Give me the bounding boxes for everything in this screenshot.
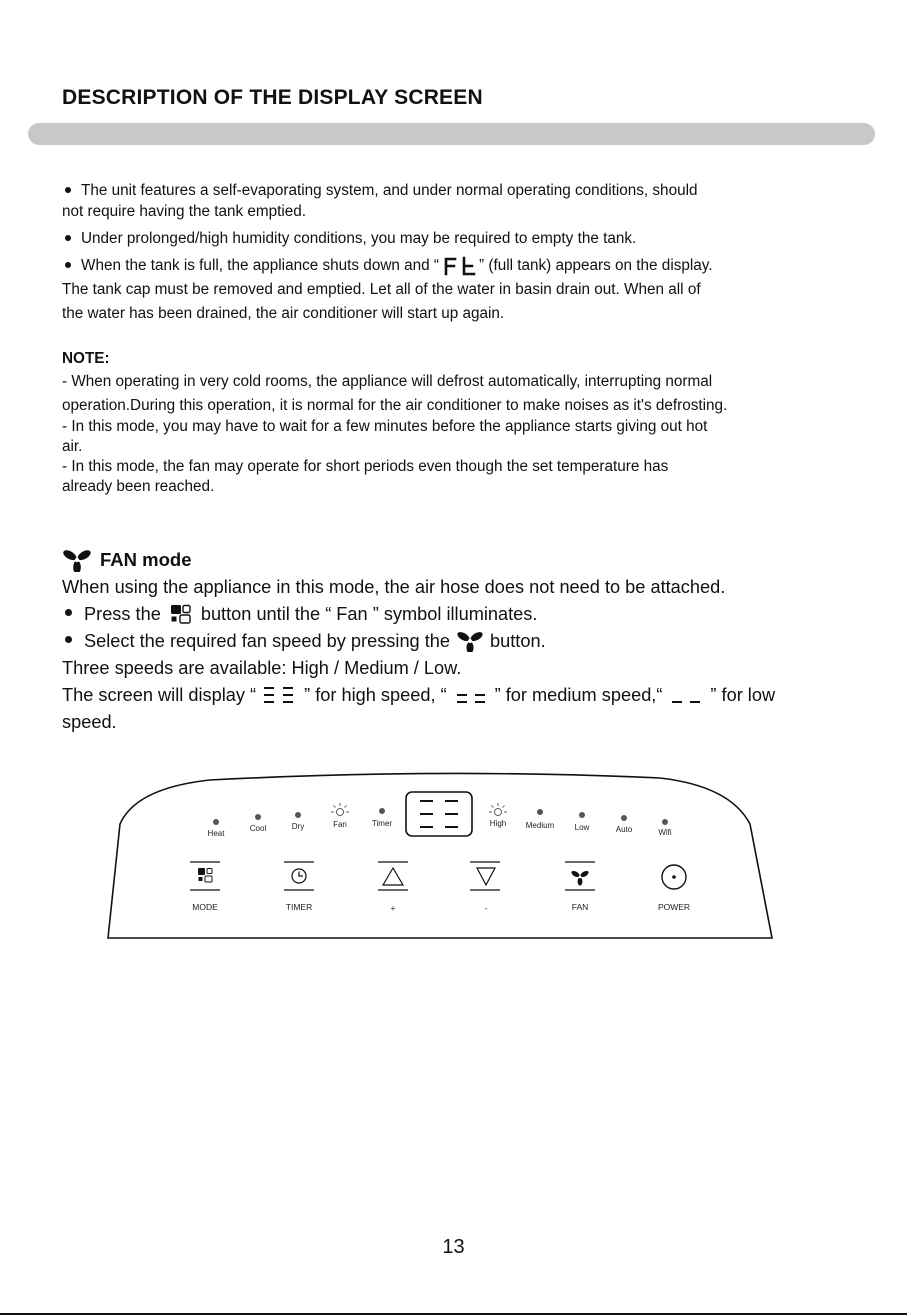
triangle-up-icon — [383, 868, 403, 885]
bullet-dot — [65, 636, 72, 643]
indicator-dry — [292, 812, 304, 831]
fan-icon — [570, 870, 589, 886]
indicator-low — [575, 812, 590, 832]
low-speed-display-icon — [666, 684, 706, 706]
indicator-heat — [208, 819, 226, 838]
fan-bullet-1: Press the button until the “ Fan ” symbol illuminates. — [62, 601, 537, 627]
indicator-medium — [526, 809, 555, 830]
panel-outline — [108, 773, 772, 938]
triangle-down-icon — [477, 868, 495, 885]
indicator-auto — [616, 815, 633, 834]
note-heading: NOTE: — [62, 350, 110, 367]
fan-button[interactable] — [565, 862, 595, 912]
fan-line-4: Three speeds are available: High / Medium / Low. — [62, 658, 462, 678]
svg-text:Auto: Auto — [615, 825, 633, 834]
fan-mode-heading: FAN mode — [62, 548, 191, 572]
tank-bullet-1: The unit features a self-evaporating system, and under normal operating conditions, should — [62, 180, 697, 201]
indicator-wifi — [658, 819, 672, 837]
svg-text:Wifi: Wifi — [658, 828, 672, 837]
svg-text:Medium: Medium — [525, 821, 555, 830]
display-window — [406, 792, 472, 836]
clock-icon — [292, 869, 306, 883]
note-line-3: - In this mode, you may have to wait for a few minutes before the appliance starts giving out hot — [62, 418, 708, 435]
note-line-5: - In this mode, the fan may operate for short periods even though the set temperature has — [62, 458, 669, 475]
fan-line-1: When using the appliance in this mode, the air hose does not need to be attached. — [62, 577, 726, 597]
fan-line-5: The screen will display “ ” for high speed, “ ” for medium speed,“ ” for low — [62, 685, 776, 705]
ft-display-icon — [441, 256, 477, 276]
tank-bullet-3-cont-1: The tank cap must be removed and emptied. Let all of the water in basin drain out. When all of — [62, 281, 701, 298]
svg-text:+: + — [390, 903, 396, 913]
bullet-dot — [65, 609, 72, 616]
minus-button[interactable] — [470, 862, 500, 913]
timer-button[interactable] — [284, 862, 314, 912]
tank-bullet-3-cont-2: the water has been drained, the air conditioner will start up again. — [62, 305, 505, 322]
svg-text:-: - — [484, 903, 488, 913]
bullet-dot — [65, 262, 71, 268]
fan-icon — [62, 548, 92, 572]
tank-bullet-2: Under prolonged/high humidity conditions, you may be required to empty the tank. — [62, 228, 636, 249]
svg-text:High: High — [489, 819, 507, 828]
indicator-high — [489, 803, 507, 828]
high-speed-display-icon — [260, 684, 300, 706]
note-line-1: - When operating in very cold rooms, the appliance will defrost automatically, interrupting normal — [62, 373, 713, 390]
svg-text:Fan: Fan — [333, 820, 347, 829]
svg-text:Cool: Cool — [249, 824, 267, 833]
svg-text:Heat: Heat — [207, 829, 225, 838]
page-title: DESCRIPTION OF THE DISPLAY SCREEN — [62, 86, 483, 109]
indicator-timer — [372, 808, 392, 828]
fan-line-6: speed. — [62, 712, 117, 732]
medium-speed-display-icon — [451, 684, 491, 706]
note-line-2: operation.During this operation, it is normal for the air conditioner to make noises as it's defrosting. — [62, 397, 728, 414]
svg-text:Timer: Timer — [371, 819, 393, 828]
title-divider-bar — [28, 123, 875, 145]
svg-text:Low: Low — [574, 823, 590, 832]
note-line-6: already been reached. — [62, 478, 215, 495]
mode-icon — [169, 603, 193, 625]
plus-button[interactable] — [378, 862, 408, 913]
fan-icon — [456, 630, 484, 652]
tank-bullet-1-cont: not require having the tank emptied. — [62, 203, 307, 220]
svg-text:Dry: Dry — [291, 822, 305, 831]
control-panel-diagram — [100, 764, 780, 946]
fan-bullet-2: Select the required fan speed by pressing the button. — [62, 628, 546, 654]
mode-icon — [198, 868, 212, 882]
bullet-dot — [65, 187, 71, 193]
tank-bullet-3: When the tank is full, the appliance shuts down and “ ” (full tank) appears on the display. — [62, 255, 713, 276]
mode-button[interactable] — [190, 862, 220, 912]
indicator-cool — [250, 814, 267, 833]
note-line-4: air. — [62, 438, 83, 455]
power-button[interactable] — [658, 865, 690, 912]
svg-text:MODE: MODE — [192, 902, 218, 912]
indicator-fan — [331, 803, 349, 829]
page-number: 13 — [442, 1236, 465, 1258]
svg-text:POWER: POWER — [657, 902, 691, 912]
svg-text:FAN: FAN — [571, 902, 589, 912]
svg-text:TIMER: TIMER — [285, 902, 313, 912]
bullet-dot — [65, 235, 71, 241]
